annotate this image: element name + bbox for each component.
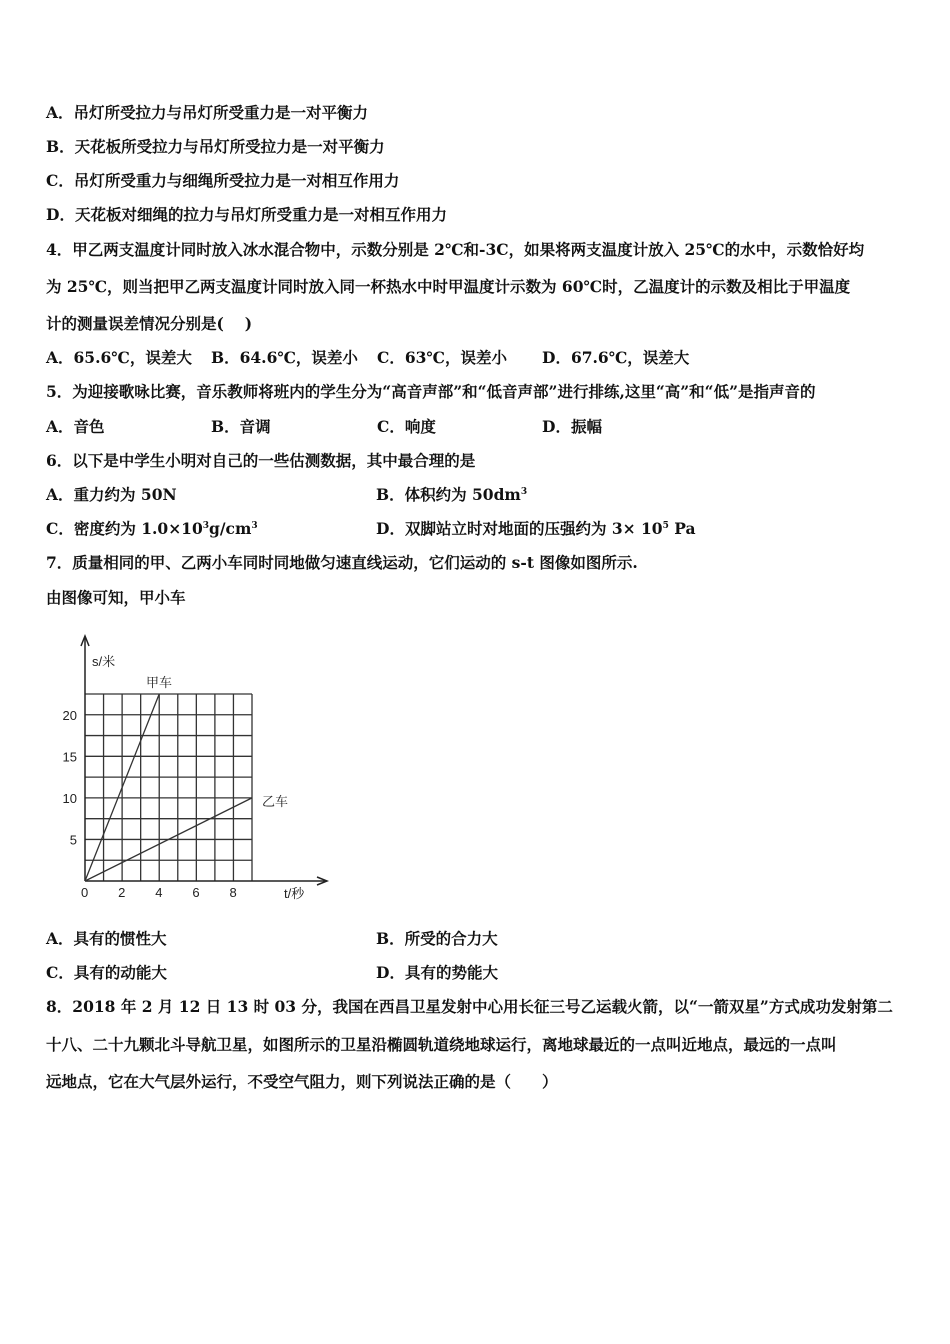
q8-stem-line1: 8．2018 年 2 月 12 日 13 时 03 分，我国在西昌卫星发射中心用长征三号乙运载火箭，以“一箭双星”方式成功发射第二 bbox=[46, 997, 893, 1016]
q6-option-d: D．双脚站立时对地面的压强约为 $3\times 10^5$ Pa bbox=[376, 519, 696, 538]
q7-option-a: A．具有的惯性大 bbox=[46, 929, 167, 948]
q4-stem-line3: 计的测量误差情况分别是( ) bbox=[46, 314, 253, 333]
chart-axes bbox=[81, 636, 327, 885]
q7-stem-line1: 7．质量相同的甲、乙两小车同时同地做匀速直线运动，它们运动的 s-t 图像如图所示. bbox=[46, 553, 638, 572]
y-tick-label: 5 bbox=[69, 832, 77, 848]
q3-option-b: B．天花板所受拉力与吊灯所受拉力是一对平衡力 bbox=[46, 137, 385, 156]
q4-option-c: C．63℃，误差小 bbox=[377, 348, 507, 367]
x-tick-label: 8 bbox=[229, 885, 237, 900]
q6-option-b: B．体积约为 $50dm^3$ bbox=[376, 485, 528, 504]
q4-stem-line1: 4．甲乙两支温度计同时放入冰水混合物中，示数分别是 2℃和-3C，如果将两支温度计放入 25℃的水中，示数恰好均 bbox=[46, 240, 865, 259]
q6-option-c: C．密度约为 $1.0\times 10^3g/cm^3$ bbox=[46, 519, 258, 538]
y-tick-label: 10 bbox=[62, 790, 77, 806]
q8-stem-line2: 十八、二十九颗北斗导航卫星，如图所示的卫星沿椭圆轨道绕地球运行，离地球最近的一点叫近地点，最远的一点叫 bbox=[46, 1035, 837, 1054]
series-label-yi: 乙车 bbox=[262, 794, 289, 809]
y-tick-label: 20 bbox=[62, 707, 77, 723]
q7-option-b: B．所受的合力大 bbox=[376, 929, 498, 948]
q7-option-c: C．具有的动能大 bbox=[46, 963, 167, 982]
chart-grid bbox=[85, 694, 252, 881]
q6-option-a: A．重力约为 50N bbox=[46, 485, 177, 504]
q5-option-c: C．响度 bbox=[377, 417, 436, 436]
x-tick-label: 2 bbox=[118, 885, 126, 900]
q3-option-c: C．吊灯所受重力与细绳所受拉力是一对相互作用力 bbox=[46, 171, 400, 190]
q5-stem: 5．为迎接歌咏比赛，音乐教师将班内的学生分为“高音声部”和“低音声部”进行排练,这里“高”和“低”是指声音的 bbox=[46, 382, 816, 401]
q5-option-d: D．振幅 bbox=[542, 417, 602, 436]
x-tick-label: 0 bbox=[81, 885, 89, 900]
q4-options bbox=[46, 348, 192, 368]
q7-option-d: D．具有的势能大 bbox=[376, 963, 498, 982]
series-label-jia: 甲车 bbox=[146, 675, 173, 690]
q4-option-d: D．67.6℃，误差大 bbox=[542, 348, 690, 367]
q6-stem: 6．以下是中学生小明对自己的一些估测数据，其中最合理的是 bbox=[46, 451, 476, 470]
chart-series bbox=[85, 694, 252, 881]
q4-option-b: B．64.6℃，误差小 bbox=[211, 348, 358, 367]
q4-option-a: A．65.6℃，误差大 bbox=[46, 348, 192, 367]
x-tick-label: 4 bbox=[155, 885, 163, 900]
q5-option-b: B．音调 bbox=[211, 417, 271, 436]
st-graph bbox=[60, 628, 350, 908]
q7-stem-line2: 由图像可知，甲小车 bbox=[46, 588, 186, 607]
y-tick-label: 15 bbox=[62, 749, 77, 765]
q4-stem-line2: 为 25℃，则当把甲乙两支温度计同时放入同一杯热水中时甲温度计示数为 60℃时，乙温度计的示数及相比于甲温度 bbox=[46, 277, 851, 296]
q3-option-d: D．天花板对细绳的拉力与吊灯所受重力是一对相互作用力 bbox=[46, 205, 447, 224]
y-axis-label: s/米 bbox=[92, 654, 116, 669]
q3-option-a: A．吊灯所受拉力与吊灯所受重力是一对平衡力 bbox=[46, 103, 369, 122]
x-tick-label: 6 bbox=[192, 885, 200, 900]
x-axis-label: t/秒 bbox=[284, 886, 305, 901]
q5-option-a: A．音色 bbox=[46, 417, 105, 436]
q8-stem-line3: 远地点，它在大气层外运行，不受空气阻力，则下列说法正确的是（ ） bbox=[46, 1072, 558, 1091]
